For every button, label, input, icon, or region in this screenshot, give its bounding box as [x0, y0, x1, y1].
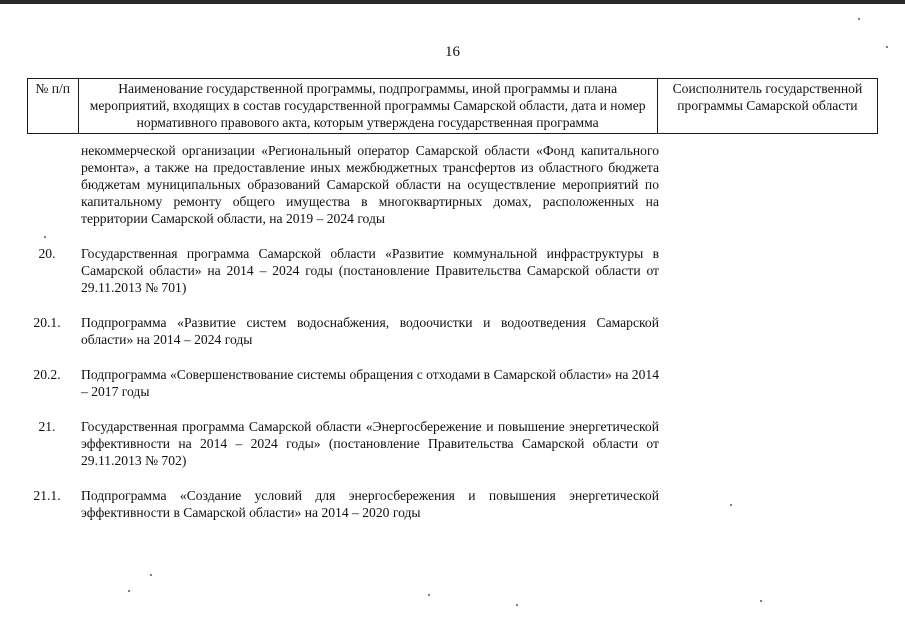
header-number-column: № п/п: [28, 79, 79, 134]
row-coexecutor: [659, 366, 878, 400]
row-number: 20.2.: [33, 367, 61, 382]
scan-speck: [128, 590, 130, 592]
row-text: Государственная программа Самарской области «Развитие коммунальной инфраструктуры в Самарской области» на 2014 – 2024 годы (постановление Правительства Самарской области от 29.11.2013 № 701): [81, 246, 659, 295]
scan-speck: [428, 594, 430, 596]
row-coexecutor: [659, 142, 878, 227]
header-name-column: Наименование государственной программы, подпрограммы, иной программы и плана мероприятий, входящих в состав государственной программы Самарской области, дата и номер нормативного правового акта, которым утверждена государственная программа: [78, 79, 657, 134]
header-coexecutor-column: Соисполнитель государственной программы Самарской области: [657, 79, 877, 134]
page-number: 16: [445, 44, 460, 60]
table-row: [27, 487, 878, 521]
table-row: [27, 245, 878, 296]
row-coexecutor: [659, 418, 878, 469]
row-number: 21.1.: [33, 488, 61, 503]
row-text: Подпрограмма «Создание условий для энергосбережения и повышения энергетической эффективности в Самарской области» на 2014 – 2020 годы: [81, 488, 659, 520]
row-number: 20.1.: [33, 315, 61, 330]
scan-speck: [44, 236, 46, 238]
table-row: [27, 418, 878, 469]
scan-speck: [150, 574, 152, 576]
row-coexecutor: [659, 487, 878, 521]
row-number: 20.: [38, 246, 56, 261]
top-border-line: [0, 0, 905, 4]
scan-speck: [858, 18, 860, 20]
scan-speck: [760, 600, 762, 602]
table-row: [27, 142, 878, 227]
row-text: Государственная программа Самарской области «Энергосбережение и повышение энергетической эффективности на 2014 – 2024 годы» (постановление Правительства Самарской области от 29.11.2013 № 702): [81, 419, 659, 468]
row-number: 21.: [38, 419, 56, 434]
row-coexecutor: [659, 314, 878, 348]
row-text: Подпрограмма «Развитие систем водоснабжения, водоочистки и водоотведения Самарской области» на 2014 – 2024 годы: [81, 315, 659, 347]
table-body: [27, 142, 878, 521]
scan-speck: [516, 604, 518, 606]
row-coexecutor: [659, 245, 878, 296]
table-header: [27, 78, 878, 134]
table-header-row: [28, 79, 878, 134]
scan-speck: [730, 504, 732, 506]
table-row: [27, 366, 878, 400]
row-number: [27, 142, 71, 227]
table-row: [27, 314, 878, 348]
scan-speck: [886, 46, 888, 48]
row-text: Подпрограмма «Совершенствование системы обращения с отходами в Самарской области» на 2014 – 2017 годы: [81, 367, 659, 399]
row-text: некоммерческой организации «Региональный оператор Самарской области «Фонд капитального ремонта», а также на предоставление иных межбюджетных трансфертов из областного бюджета бюджетам муниципальных образований Самарской области на осуществление мероприятий по капитальному ремонту общего имущества в многоквартирных домах, расположенных на территории Самарской области, на 2019 – 2024 годы: [81, 143, 659, 226]
